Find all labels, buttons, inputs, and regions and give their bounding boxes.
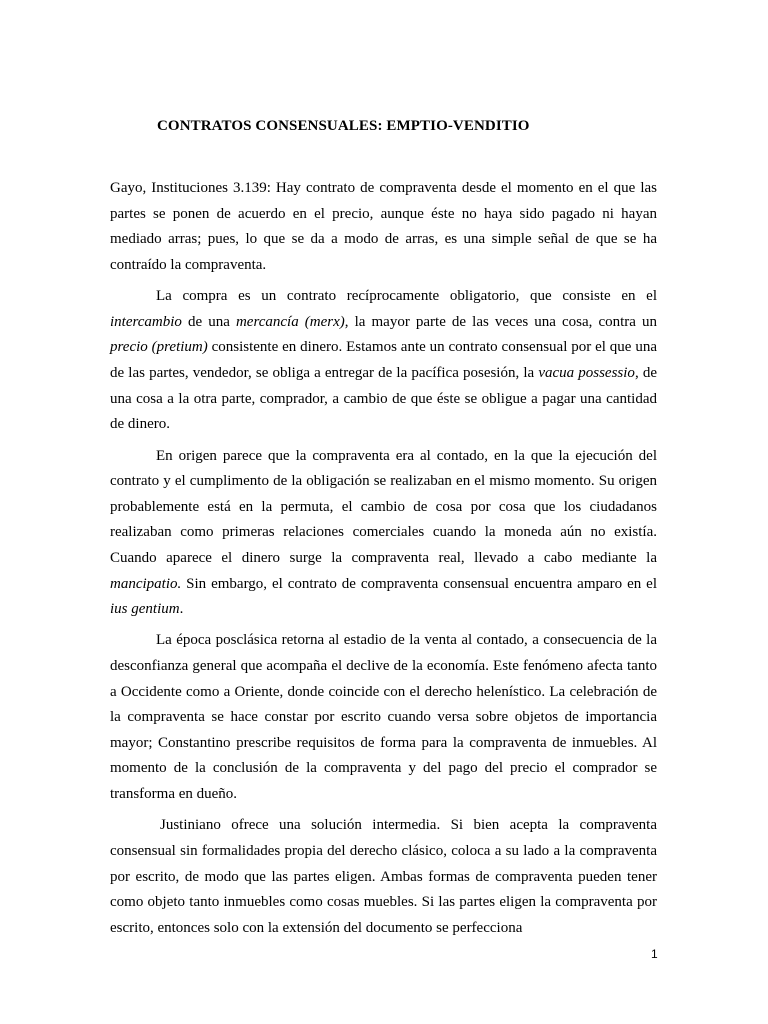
italic-term: intercambio <box>110 313 182 330</box>
paragraph-text: de una <box>181 313 236 330</box>
body-paragraph <box>110 284 657 438</box>
italic-term: vacua possessio <box>538 364 635 381</box>
italic-term: precio (pretium) <box>110 339 208 356</box>
document-body <box>110 176 657 941</box>
italic-term: mercancía (merx) <box>235 313 345 330</box>
paragraph-text: La época posclásica retorna al estadio de la venta al contado, a consecuencia de la desconfianza general que acompaña el declive de la economía. Este fenómeno afecta tanto a Occidente como a Oriente, donde coincide con el derecho helenístico. La celebración de la compraventa se hace constar por escrito cuando versa sobre objetos de importancia mayor; Constantino prescribe requisitos de forma para la compraventa de inmuebles. Al momento de la conclusión de la compraventa y del pago del precio el comprador se transforma en dueño. <box>110 632 657 803</box>
italic-term: ius gentium <box>110 601 180 618</box>
italic-term: mancipatio. <box>110 575 182 592</box>
paragraph-text: , la mayor parte de las veces una cosa, contra un <box>344 313 658 330</box>
paragraph-text: . <box>179 601 184 618</box>
body-paragraph <box>110 176 657 278</box>
paragraph-text: En origen parece que la compraventa era al contado, en la que la ejecución del contrato y el cumplimento de la obligación se realizaban en el mismo momento. Su origen probablemente está en la permuta, el cambio de cosa por cosa que los ciudadanos realizaban como primeras relaciones comerciales cuando la moneda aún no existía. Cuando aparece el dinero surge la compraventa real, llevado a cabo mediante la <box>110 447 657 566</box>
paragraph-text: consistente en dinero. Estamos ante un contrato consensual por el que una de las partes, vendedor, se obliga a entregar de la pacífica posesión, la <box>110 339 657 381</box>
paragraph-text: La compra es un contrato recíprocamente obligatorio, que consiste en el <box>156 288 657 305</box>
paragraph-text: Justiniano ofrece una solución intermedia. Si bien acepta la compraventa consensual sin formalidades propia del derecho clásico, coloca a su lado a la compraventa por escrito, de modo que las partes eligen. Ambas formas de compraventa pueden tener como objeto tanto inmuebles como cosas muebles. Si las partes eligen la compraventa por escrito, entonces solo con la extensión del documento se perfecciona <box>110 817 657 936</box>
paragraph-text: Sin embargo, el contrato de compraventa consensual encuentra amparo en el <box>181 575 657 592</box>
paragraph-text: , de una cosa a la otra parte, comprador, a cambio de que éste se obligue a pagar una cantidad de dinero. <box>110 364 657 433</box>
body-paragraph <box>110 628 657 807</box>
paragraph-text: Gayo, Instituciones 3.139: Hay contrato de compraventa desde el momento en el que las partes se ponen de acuerdo en el precio, aunque éste no haya sido pagado ni hayan mediado arras; pues, lo que se da a modo de arras, es una simple señal de que se ha contraído la compraventa. <box>110 180 657 273</box>
body-paragraph <box>110 444 657 623</box>
body-paragraph <box>110 813 657 941</box>
document-title: CONTRATOS CONSENSUALES: EMPTIO-VENDITIO <box>157 118 530 134</box>
page-number: 1 <box>651 947 658 961</box>
